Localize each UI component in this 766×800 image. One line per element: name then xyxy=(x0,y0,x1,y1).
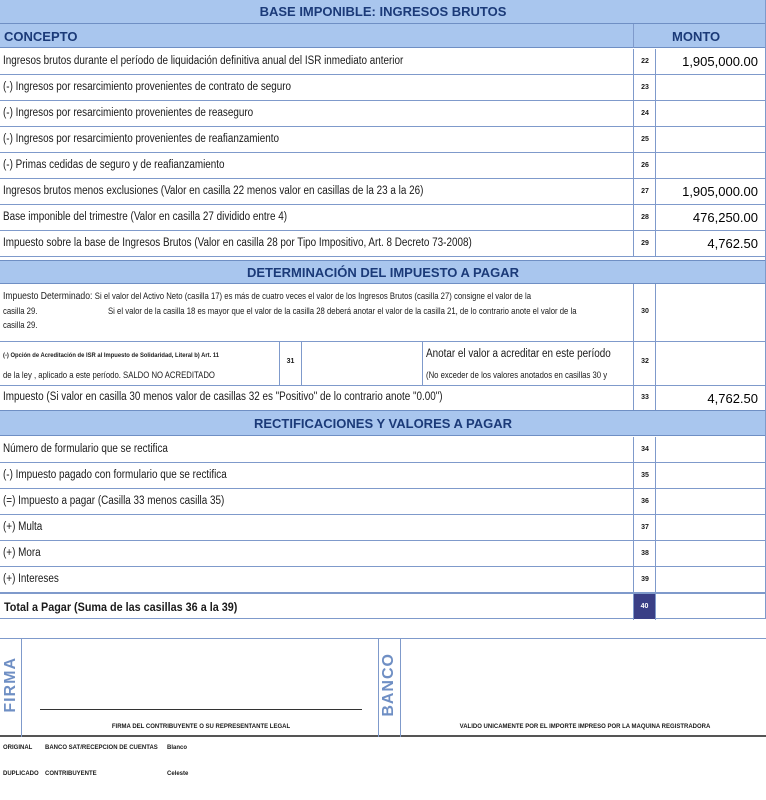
row-label: (=) Impuesto a pagar (Casilla 33 menos casilla 35) xyxy=(3,495,225,507)
impuesto-label: Impuesto (Si valor en casilla 30 menos valor de casillas 32 es "Positivo" de lo contrario anote "0.00") xyxy=(3,391,443,403)
box-number: 27 xyxy=(641,188,649,195)
row-label: (-) Ingresos por resarcimiento provenientes de reafianzamiento xyxy=(3,133,279,145)
section-title-base: BASE IMPONIBLE: INGRESOS BRUTOS xyxy=(0,0,766,24)
footer-original-color: Blanco xyxy=(167,745,188,751)
row-label: (-) Impuesto pagado con formulario que se rectifica xyxy=(3,469,227,481)
banco-caption: VALIDO UNICAMENTE POR EL IMPORTE IMPRESO POR LA MAQUINA REGISTRADORA xyxy=(459,724,711,730)
total-row xyxy=(0,593,766,619)
form-row xyxy=(0,463,766,489)
amount-field[interactable] xyxy=(656,520,758,536)
impuesto-determinado-text-3: casilla 29. xyxy=(3,320,38,330)
amount-field[interactable] xyxy=(656,132,758,148)
box-number-32: 32 xyxy=(641,358,649,365)
box-number-33: 33 xyxy=(641,394,649,401)
base-rows xyxy=(0,49,766,259)
footer-duplicado-color: Celeste xyxy=(167,771,189,777)
box-number: 38 xyxy=(641,550,649,557)
anotar-valor-text-1: Anotar el valor a acreditar en este período xyxy=(426,348,611,360)
box-number: 29 xyxy=(641,240,649,247)
firma-title: FIRMA xyxy=(2,657,19,713)
box-number-31: 31 xyxy=(286,358,295,365)
row-label: Número de formulario que se rectifica xyxy=(3,443,168,455)
form-row xyxy=(0,541,766,567)
column-header-monto: MONTO xyxy=(672,29,721,44)
amount-field[interactable]: 4,762.50 xyxy=(707,236,758,251)
amount-field-30[interactable] xyxy=(656,284,766,342)
amount-field[interactable] xyxy=(656,468,758,484)
section-title-rectificaciones: RECTIFICACIONES Y VALORES A PAGAR xyxy=(0,410,766,436)
row-label: (-) Primas cedidas de seguro y de reafianzamiento xyxy=(3,159,225,171)
firma-caption: FIRMA DEL CONTRIBUYENTE O SU REPRESENTANTE LEGAL xyxy=(111,724,291,730)
row-label: Base imponible del trimestre (Valor en casilla 27 dividido entre 4) xyxy=(3,211,288,223)
anotar-valor-text-2: (No exceder de los valores anotados en casillas 30 y xyxy=(426,370,608,380)
section-title-determinacion: DETERMINACIÓN DEL IMPUESTO A PAGAR xyxy=(0,260,766,284)
form-row xyxy=(0,231,766,257)
opcion-acreditacion-text-2: de la ley , aplicado a este período. SALDO NO ACREDITADO xyxy=(3,370,215,380)
amount-field[interactable]: 1,905,000.00 xyxy=(682,184,758,199)
total-label: Total a Pagar (Suma de las casillas 36 a la 39) xyxy=(4,600,238,614)
form-row xyxy=(0,179,766,205)
box-number-40: 40 xyxy=(634,594,655,619)
column-header-concepto: CONCEPTO xyxy=(4,29,78,44)
amount-field-32[interactable] xyxy=(656,342,766,386)
rectificaciones-rows xyxy=(0,437,766,593)
box-number: 37 xyxy=(641,524,649,531)
form-row xyxy=(0,515,766,541)
box-number: 36 xyxy=(641,498,649,505)
form-row xyxy=(0,567,766,593)
box-number-30: 30 xyxy=(641,308,649,315)
box-number: 26 xyxy=(641,162,649,169)
impuesto-row xyxy=(0,386,766,410)
box-number: 39 xyxy=(641,576,649,583)
amount-field[interactable] xyxy=(656,80,758,96)
impuesto-determinado-text-2: casilla 29. xyxy=(3,306,38,316)
opcion-acreditacion-text-1: (-) Opción de Acreditación de ISR al Impuesto de Solidaridad, Literal b) Art. 11 xyxy=(3,352,220,359)
row-label: (+) Mora xyxy=(3,547,41,559)
impuesto-determinado-label: Impuesto Determinado: xyxy=(3,291,93,302)
box-number: 24 xyxy=(641,110,649,117)
form-row xyxy=(0,101,766,127)
box-number: 22 xyxy=(641,58,649,65)
copy-distribution-footer xyxy=(0,739,766,800)
amount-field-31[interactable] xyxy=(302,342,422,386)
firma-signature-line[interactable] xyxy=(40,709,362,710)
footer-original: ORIGINAL xyxy=(3,745,33,751)
footer-duplicado: DUPLICADO xyxy=(3,771,39,777)
amount-field[interactable]: 476,250.00 xyxy=(692,210,758,225)
column-header-row xyxy=(0,24,766,48)
form-row xyxy=(0,75,766,101)
form-row xyxy=(0,127,766,153)
amount-field[interactable] xyxy=(656,106,758,122)
amount-field[interactable] xyxy=(656,546,758,562)
row-label: (-) Ingresos por resarcimiento provenientes de reaseguro xyxy=(3,107,254,119)
box-number: 28 xyxy=(641,214,649,221)
row-label: Ingresos brutos durante el período de liquidación definitiva anual del ISR inmediato anterior xyxy=(3,55,404,67)
impuesto-determinado-text-2b: Si el valor de la casilla 18 es mayor que el valor de la casilla 28 deberá anotar el valor de la casilla 21, de lo contrario anote el valor de la xyxy=(108,306,577,316)
amount-field[interactable] xyxy=(656,572,758,588)
footer-original-dest: BANCO SAT/RECEPCION DE CUENTAS xyxy=(45,745,158,751)
row-label: (-) Ingresos por resarcimiento provenientes de contrato de seguro xyxy=(3,81,292,93)
amount-field-40[interactable] xyxy=(656,594,766,619)
box-number: 35 xyxy=(641,472,649,479)
amount-field-33[interactable]: 4,762.50 xyxy=(707,391,758,406)
form-row xyxy=(0,489,766,515)
box-number: 25 xyxy=(641,136,649,143)
amount-field[interactable]: 1,905,000.00 xyxy=(682,54,758,69)
firma-banco-block xyxy=(0,639,766,737)
footer-duplicado-dest: CONTRIBUYENTE xyxy=(45,771,97,777)
banco-title: BANCO xyxy=(380,653,397,717)
row-label: (+) Multa xyxy=(3,521,43,533)
row-label: Impuesto sobre la base de Ingresos Brutos (Valor en casilla 28 por Tipo Impositivo, Art. 8 Decreto 73-2008) xyxy=(3,237,472,249)
amount-field[interactable] xyxy=(656,158,758,174)
form-row xyxy=(0,205,766,231)
box-number: 34 xyxy=(641,446,649,453)
impuesto-determinado-row xyxy=(0,284,766,342)
box-number: 23 xyxy=(641,84,649,91)
impuesto-determinado-text-1: Si el valor del Activo Neto (casilla 17) es más de cuatro veces el valor de los Ingresos Brutos (casilla 27) consigne el valor de la xyxy=(94,291,532,301)
amount-field[interactable] xyxy=(656,494,758,510)
form-row xyxy=(0,153,766,179)
row-label: Ingresos brutos menos exclusiones (Valor en casilla 22 menos valor en casillas de la 23 a la 26) xyxy=(3,185,424,197)
form-row xyxy=(0,49,766,75)
form-row xyxy=(0,437,766,463)
opcion-acreditacion-row xyxy=(0,342,766,386)
amount-field[interactable] xyxy=(656,442,758,458)
row-label: (+) Intereses xyxy=(3,573,59,585)
